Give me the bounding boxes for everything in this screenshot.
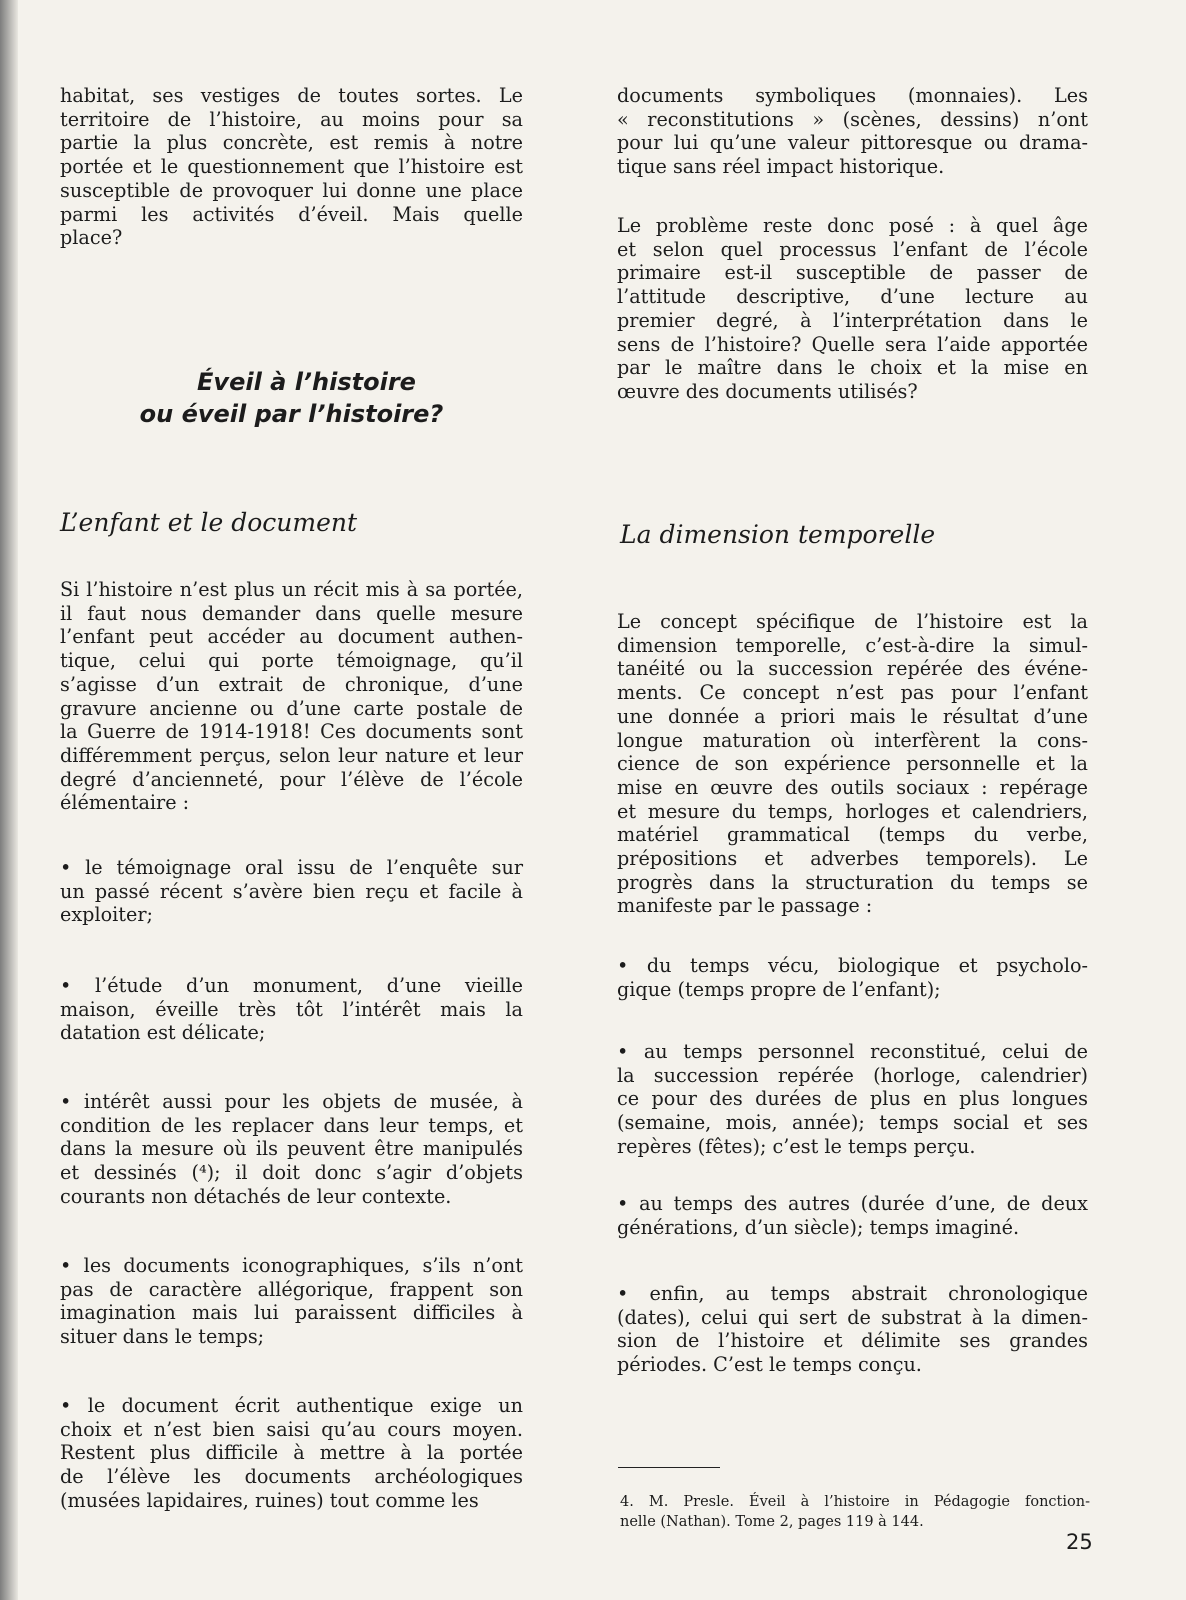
text-line: dans la mesure où ils peuvent être manipulés <box>60 1137 523 1161</box>
text-line: s’agisse d’un extrait de chronique, d’une <box>60 672 523 696</box>
text-line: datation est délicate; <box>60 1021 266 1045</box>
text-line: œuvre des documents utilisés? <box>617 379 918 403</box>
text-line: la Guerre de 1914-1918! Ces documents sont <box>60 720 523 744</box>
left-intro-paragraph <box>60 84 523 250</box>
left-bullet-2 <box>60 974 523 1045</box>
text-line: degré d’ancienneté, pour l’élève de l’école <box>60 767 523 791</box>
page-number: 25 <box>1066 1530 1093 1554</box>
left-bullet-3 <box>60 1090 523 1209</box>
text-line: et dessinés (⁴); il doit donc s’agir d’objets <box>60 1161 523 1185</box>
text-line: (dates), celui qui sert de substrat à la dimen- <box>617 1305 1088 1329</box>
text-line: par le maître dans le choix et la mise en <box>617 356 1088 380</box>
section-title-line-1: Éveil à l’histoire <box>197 368 416 396</box>
text-line: mise en œuvre des outils sociaux : repérage <box>617 775 1088 799</box>
text-line: Le problème reste donc posé : à quel âge <box>617 214 1088 237</box>
left-bullet-4 <box>60 1254 523 1349</box>
text-line: périodes. C’est le temps conçu. <box>617 1353 922 1377</box>
text-line: et selon quel processus l’enfant de l’école <box>617 237 1088 261</box>
right-paragraph-3 <box>617 610 1088 918</box>
text-line: territoire de l’histoire, au moins pour sa <box>60 107 523 131</box>
text-line: exploiter; <box>60 903 153 927</box>
text-line: maison, éveille très tôt l’intérêt mais la <box>60 997 523 1021</box>
footnote-rule <box>618 1467 720 1468</box>
text-line: une donnée a priori mais le résultat d’une <box>617 704 1088 728</box>
text-line: sion de l’histoire et délimite ses grandes <box>617 1329 1088 1353</box>
text-line: pour lui qu’une valeur pittoresque ou drama- <box>617 131 1088 155</box>
right-bullet-1 <box>617 954 1088 1001</box>
text-line: sens de l’histoire? Quelle sera l’aide apportée <box>617 332 1088 356</box>
text-line: • le document écrit authentique exige un <box>60 1394 523 1417</box>
text-line: la succession repérée (horloge, calendrier) <box>617 1063 1088 1087</box>
text-line: différemment perçus, selon leur nature et leur <box>60 743 523 767</box>
text-line: choix et n’est bien saisi qu’au cours moyen. <box>60 1417 523 1441</box>
text-line: ce pour des durées de plus en plus longues <box>617 1087 1088 1111</box>
text-line: gravure ancienne ou d’une carte postale de <box>60 696 523 720</box>
right-bullet-3 <box>617 1192 1088 1239</box>
text-line: courants non détachés de leur contexte. <box>60 1184 452 1208</box>
text-line: premier degré, à l’interprétation dans le <box>617 308 1088 332</box>
text-line: il faut nous demander dans quelle mesure <box>60 601 523 625</box>
text-line: l’attitude descriptive, d’une lecture au <box>617 285 1088 309</box>
right-paragraph-2 <box>617 214 1088 404</box>
left-paragraph-1 <box>60 578 523 815</box>
left-bullet-5 <box>60 1394 523 1513</box>
text-line: de l’élève les documents archéologiques <box>60 1465 523 1489</box>
text-line: place? <box>60 226 123 250</box>
text-line: primaire est-il susceptible de passer de <box>617 261 1088 285</box>
text-line: gique (temps propre de l’enfant); <box>617 977 941 1001</box>
text-line: situer dans le temps; <box>60 1325 265 1349</box>
text-line: susceptible de provoquer lui donne une place <box>60 178 523 202</box>
section-title <box>60 366 523 430</box>
text-line: l’enfant peut accéder au document authen- <box>60 625 523 649</box>
footnote <box>620 1492 1090 1532</box>
text-line: imagination mais lui paraissent difficiles à <box>60 1301 523 1325</box>
text-line: • au temps personnel reconstitué, celui de <box>617 1040 1088 1063</box>
text-line: (semaine, mois, année); temps social et ses <box>617 1111 1088 1135</box>
right-bullet-2 <box>617 1040 1088 1159</box>
text-line: nelle (Nathan). Tome 2, pages 119 à 144. <box>620 1514 924 1530</box>
text-line: cience de son expérience personnelle et la <box>617 752 1088 776</box>
text-line: longue maturation où interfèrent la cons- <box>617 728 1088 752</box>
left-bullet-1 <box>60 856 523 927</box>
text-line: (musées lapidaires, ruines) tout comme les <box>60 1488 479 1512</box>
text-line: documents symboliques (monnaies). Les <box>617 84 1088 107</box>
text-line: progrès dans la structuration du temps se <box>617 870 1088 894</box>
right-subheading: La dimension temporelle <box>620 520 936 549</box>
text-line: prépositions et adverbes temporels). Le <box>617 847 1088 871</box>
left-subheading: L’enfant et le document <box>60 508 358 537</box>
text-line: condition de les replacer dans leur temps, et <box>60 1113 523 1137</box>
text-line: parmi les activités d’éveil. Mais quelle <box>60 202 523 226</box>
text-line: habitat, ses vestiges de toutes sortes. Le <box>60 84 523 107</box>
text-line: 4. M. Presle. Éveil à l’histoire in Pédagogie fonction- <box>620 1494 1090 1510</box>
text-line: tique sans réel impact historique. <box>617 155 945 179</box>
text-line: Si l’histoire n’est plus un récit mis à sa portée, <box>60 578 523 601</box>
text-line: • du temps vécu, biologique et psycholo- <box>617 954 1088 977</box>
text-line: élémentaire : <box>60 791 190 815</box>
text-line: dimension temporelle, c’est-à-dire la simul- <box>617 633 1088 657</box>
right-bullet-4 <box>617 1282 1088 1377</box>
text-line: • le témoignage oral issu de l’enquête sur <box>60 856 523 879</box>
text-line: matériel grammatical (temps du verbe, <box>617 823 1088 847</box>
text-line: repères (fêtes); c’est le temps perçu. <box>617 1134 976 1158</box>
right-intro-paragraph <box>617 84 1088 179</box>
text-line: • enfin, au temps abstrait chronologique <box>617 1282 1088 1305</box>
text-line: Restent plus difficile à mettre à la portée <box>60 1441 523 1465</box>
text-line: partie la plus concrète, est remis à notre <box>60 131 523 155</box>
text-line: • l’étude d’un monument, d’une vieille <box>60 974 523 997</box>
text-line: tanéité ou la succession repérée des événe- <box>617 657 1088 681</box>
text-line: • les documents iconographiques, s’ils n’ont <box>60 1254 523 1277</box>
text-line: un passé récent s’avère bien reçu et facile à <box>60 879 523 903</box>
text-line: manifeste par le passage : <box>617 894 873 918</box>
section-title-line-2: ou éveil par l’histoire? <box>139 400 444 428</box>
text-line: et mesure du temps, horloges et calendriers, <box>617 799 1088 823</box>
text-line: • intérêt aussi pour les objets de musée, à <box>60 1090 523 1113</box>
page-edge-shadow <box>0 0 18 1600</box>
text-line: portée et le questionnement que l’histoire est <box>60 155 523 179</box>
text-line: tique, celui qui porte témoignage, qu’il <box>60 649 523 673</box>
text-line: Le concept spécifique de l’histoire est la <box>617 610 1088 633</box>
text-line: pas de caractère allégorique, frappent son <box>60 1277 523 1301</box>
text-line: • au temps des autres (durée d’une, de deux <box>617 1192 1088 1215</box>
text-line: ments. Ce concept n’est pas pour l’enfant <box>617 681 1088 705</box>
text-line: « reconstitutions » (scènes, dessins) n’ont <box>617 107 1088 131</box>
text-line: générations, d’un siècle); temps imaginé. <box>617 1215 1020 1239</box>
